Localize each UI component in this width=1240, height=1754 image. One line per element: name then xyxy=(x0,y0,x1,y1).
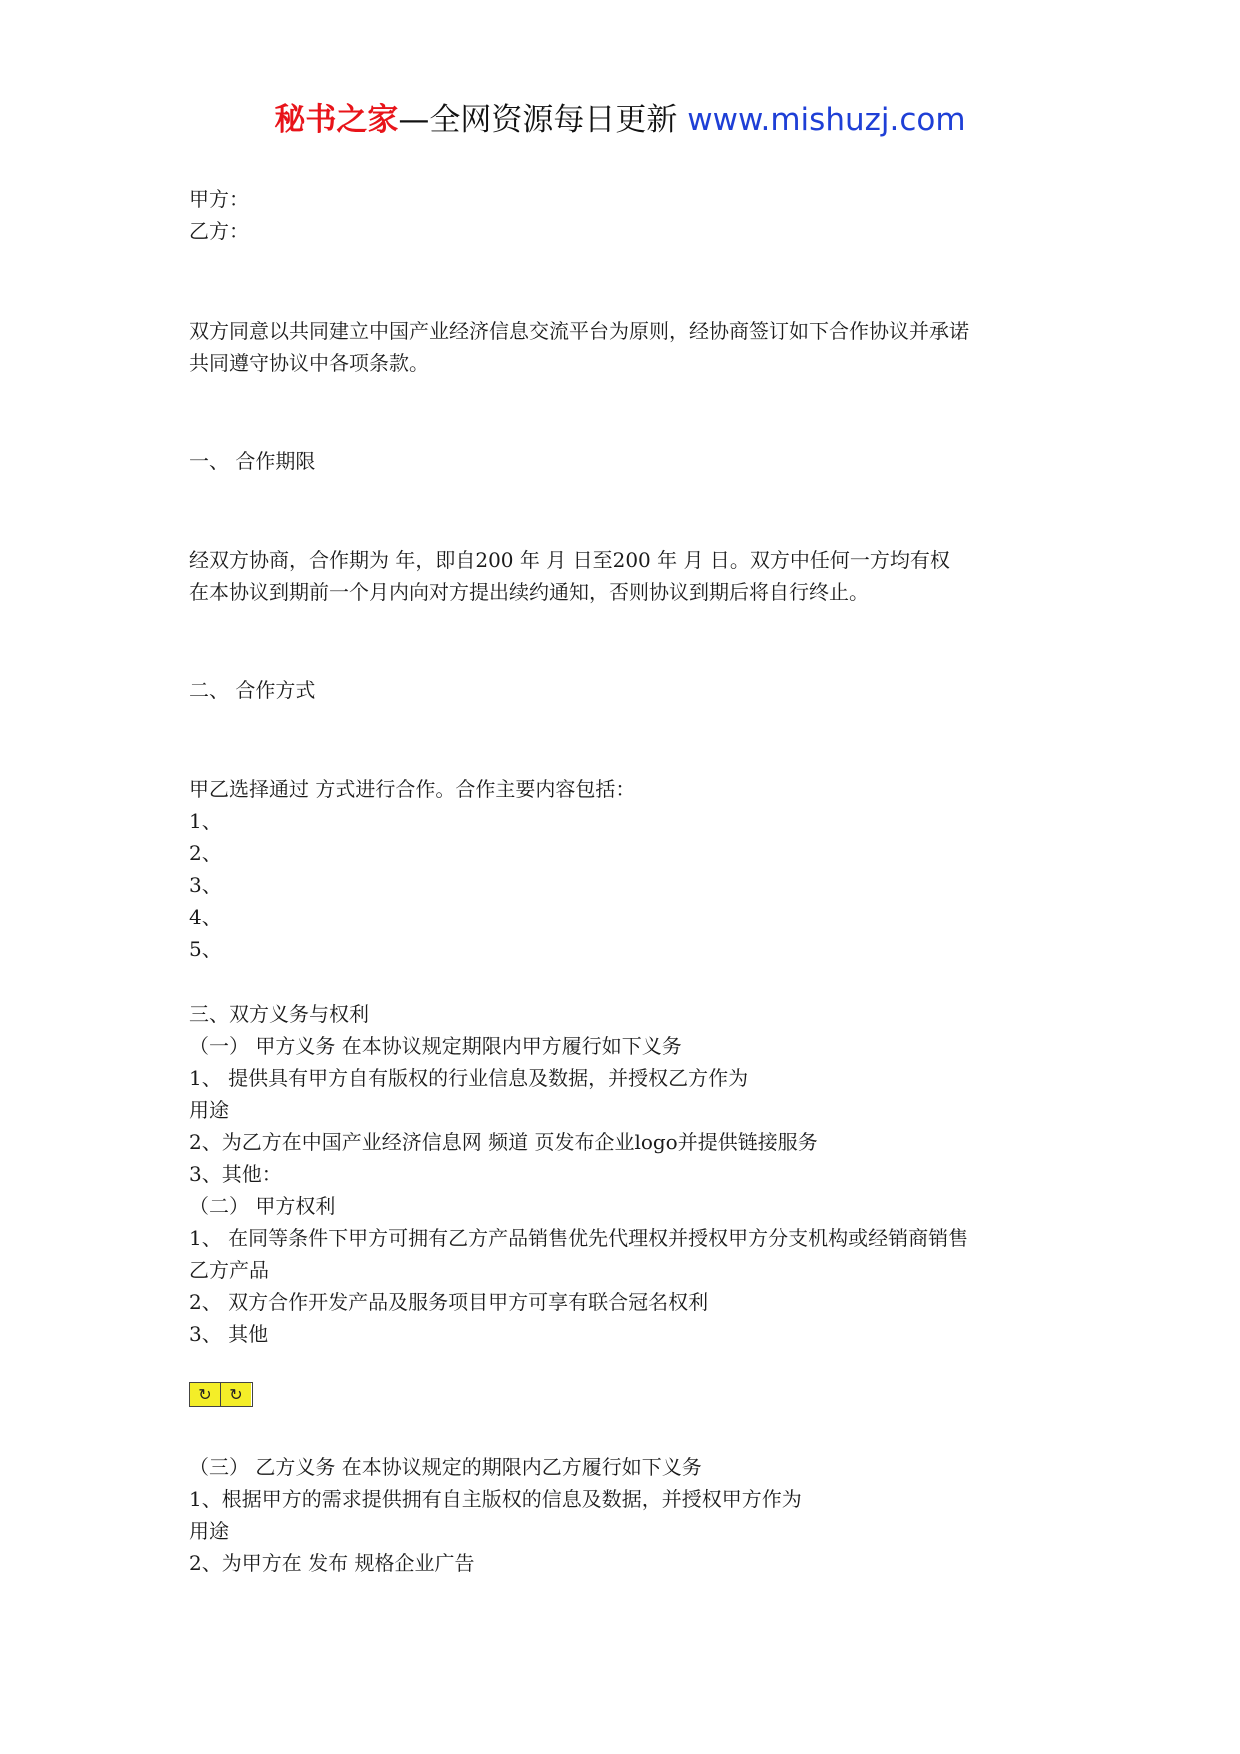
clause-line: 用途 xyxy=(189,1098,229,1122)
subsection-heading: （二） 甲方权利 xyxy=(189,1194,336,1218)
clause-line: 1、 在同等条件下甲方可拥有乙方产品销售优先代理权并授权甲方分支机构或经销商销售 xyxy=(189,1226,969,1250)
party-a-label: 甲方： xyxy=(189,187,249,211)
section-heading-term: 一、 合作期限 xyxy=(189,449,316,473)
party-b-label: 乙方： xyxy=(189,219,249,243)
object-link-icon[interactable]: ↻ xyxy=(220,1383,251,1406)
mode-intro: 甲乙选择通过 方式进行合作。合作主要内容包括： xyxy=(189,777,636,801)
clause-line: 用途 xyxy=(189,1519,229,1543)
object-link-icon[interactable]: ↻ xyxy=(190,1383,220,1406)
subsection-heading: （一） 甲方义务 在本协议规定期限内甲方履行如下义务 xyxy=(189,1034,682,1058)
site-slogan: —全网资源每日更新 xyxy=(398,102,678,138)
site-url-link[interactable]: www.mishuzj.com xyxy=(687,102,966,138)
clause-line: 3、 其他 xyxy=(189,1322,269,1346)
clause-line: 3、其他： xyxy=(189,1162,282,1186)
clause-line: 2、为甲方在 发布 规格企业广告 xyxy=(189,1551,475,1575)
clause-line: 2、 双方合作开发产品及服务项目甲方可享有联合冠名权利 xyxy=(189,1290,709,1314)
clause-line: 2、为乙方在中国产业经济信息网 频道 页发布企业logo并提供链接服务 xyxy=(189,1130,818,1154)
list-item: 3、 xyxy=(189,873,222,897)
section-heading-duties: 三、双方义务与权利 xyxy=(189,1002,369,1026)
site-banner xyxy=(0,100,1240,140)
list-item: 1、 xyxy=(189,809,222,833)
section-heading-mode: 二、 合作方式 xyxy=(189,678,316,702)
clause-line: 1、根据甲方的需求提供拥有自主版权的信息及数据，并授权甲方作为 xyxy=(189,1487,802,1511)
list-item: 4、 xyxy=(189,905,222,929)
site-brand: 秘书之家 xyxy=(274,102,399,138)
list-item: 2、 xyxy=(189,841,222,865)
clause-line: 1、 提供具有甲方自有版权的行业信息及数据，并授权乙方作为 xyxy=(189,1066,749,1090)
term-paragraph-line: 经双方协商，合作期为 年，即自200 年 月 日至200 年 月 日。双方中任何一方均有权 xyxy=(189,548,950,572)
embedded-object-icons xyxy=(189,1382,253,1407)
intro-paragraph-line: 双方同意以共同建立中国产业经济信息交流平台为原则，经协商签订如下合作协议并承诺 xyxy=(189,319,969,343)
intro-paragraph-line: 共同遵守协议中各项条款。 xyxy=(189,351,429,375)
clause-line: 乙方产品 xyxy=(189,1258,269,1282)
subsection-heading: （三） 乙方义务 在本协议规定的期限内乙方履行如下义务 xyxy=(189,1455,702,1479)
term-paragraph-line: 在本协议到期前一个月内向对方提出续约通知，否则协议到期后将自行终止。 xyxy=(189,580,869,604)
list-item: 5、 xyxy=(189,937,222,961)
